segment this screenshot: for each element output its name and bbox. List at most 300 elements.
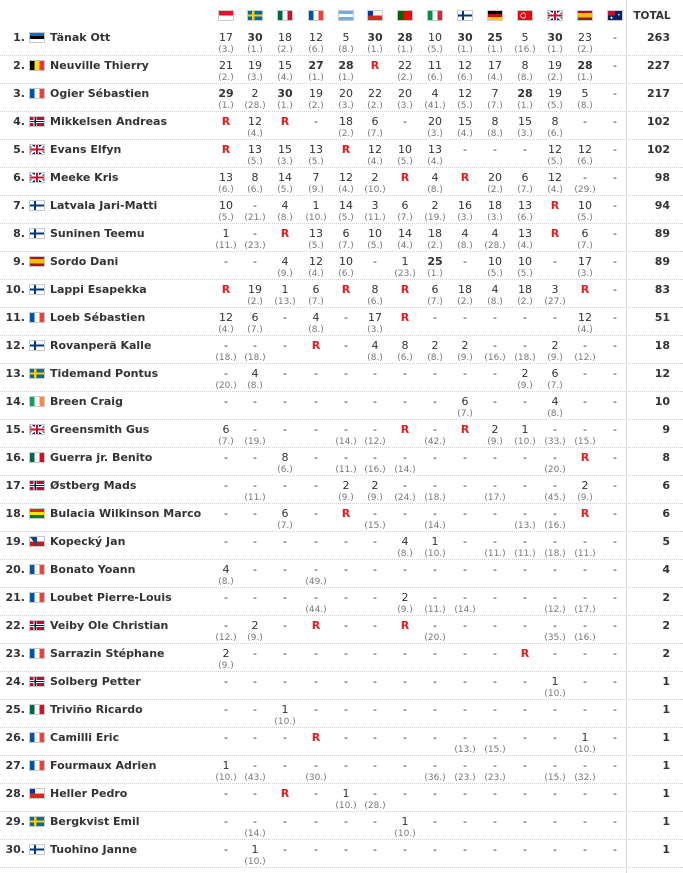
result-cell bbox=[302, 588, 330, 616]
driver-name[interactable]: Solberg Petter bbox=[50, 675, 141, 688]
event-placing: (4.) bbox=[218, 325, 234, 335]
event-points: - bbox=[433, 703, 437, 716]
event-points: 10 bbox=[368, 227, 382, 240]
result-cell bbox=[271, 336, 299, 364]
event-points: - bbox=[523, 143, 527, 156]
event-placing bbox=[481, 689, 509, 700]
driver-flag-fra-icon bbox=[29, 732, 45, 743]
driver-flag-swe-icon bbox=[29, 816, 45, 827]
event-points: - bbox=[373, 255, 377, 268]
event-placing bbox=[571, 381, 599, 392]
result-cell bbox=[361, 644, 389, 672]
retired-mark: R bbox=[580, 451, 590, 464]
position: 26. bbox=[5, 731, 25, 744]
event-placing bbox=[332, 829, 360, 840]
event-points: 4 bbox=[312, 311, 320, 324]
event-placing: (3.) bbox=[397, 101, 413, 111]
event-points: 19 bbox=[309, 87, 323, 100]
result-cell bbox=[271, 644, 299, 672]
event-placing: (2.) bbox=[367, 101, 383, 111]
event-placing: (15.) bbox=[574, 437, 596, 447]
driver-name[interactable]: Triviño Ricardo bbox=[50, 703, 143, 716]
event-points: 13 bbox=[309, 227, 323, 240]
event-placing: (6.) bbox=[218, 185, 234, 195]
result-cell bbox=[302, 700, 330, 728]
event-placing: (1.) bbox=[247, 45, 263, 55]
result-cell bbox=[332, 28, 360, 56]
result-cell bbox=[421, 728, 449, 756]
event-points: - bbox=[373, 843, 377, 856]
result-cell bbox=[361, 112, 389, 140]
event-points: - bbox=[463, 563, 467, 576]
event-placing bbox=[361, 689, 389, 700]
event-points: - bbox=[403, 731, 407, 744]
result-cell bbox=[571, 308, 599, 336]
event-placing: (4.) bbox=[577, 325, 593, 335]
result-cell bbox=[361, 672, 389, 700]
table-row bbox=[0, 56, 683, 84]
event-points: - bbox=[344, 451, 348, 464]
result-cell bbox=[271, 672, 299, 700]
event-points: 2 bbox=[431, 339, 439, 352]
result-cell bbox=[571, 756, 599, 784]
event-points: - bbox=[224, 815, 228, 828]
event-placing bbox=[361, 605, 389, 616]
event-points: - bbox=[433, 759, 437, 772]
driver-name[interactable]: Camilli Eric bbox=[50, 731, 120, 744]
event-placing bbox=[421, 689, 449, 700]
driver-name[interactable]: Fourmaux Adrien bbox=[50, 759, 157, 772]
event-points: - bbox=[553, 479, 557, 492]
event-points: - bbox=[613, 423, 617, 436]
event-placing: (16.) bbox=[544, 521, 566, 531]
retired-mark: R bbox=[370, 59, 380, 72]
event-placing: (19.) bbox=[424, 213, 446, 223]
result-cell bbox=[302, 784, 330, 812]
driver-name[interactable]: Neuville Thierry bbox=[50, 59, 149, 72]
result-cell bbox=[541, 728, 569, 756]
result-cell bbox=[601, 644, 629, 672]
event-placing bbox=[332, 745, 360, 756]
event-placing: (29.) bbox=[574, 185, 596, 195]
result-cell bbox=[361, 476, 389, 504]
event-placing: (3.) bbox=[218, 45, 234, 55]
event-points: - bbox=[553, 535, 557, 548]
event-points: - bbox=[403, 675, 407, 688]
event-flag-swe-icon bbox=[247, 10, 263, 21]
result-cell bbox=[571, 532, 599, 560]
result-cell bbox=[241, 140, 269, 168]
result-cell bbox=[391, 756, 419, 784]
result-cell bbox=[571, 476, 599, 504]
result-cell bbox=[451, 392, 479, 420]
event-placing: (6.) bbox=[397, 353, 413, 363]
event-flag-monaco-icon bbox=[218, 10, 234, 21]
event-points: - bbox=[373, 563, 377, 576]
event-placing bbox=[302, 633, 330, 644]
event-points: 13 bbox=[309, 143, 323, 156]
driver-name[interactable]: Ogier Sébastien bbox=[50, 87, 150, 100]
event-placing: (5.) bbox=[487, 269, 503, 279]
result-cell bbox=[271, 476, 299, 504]
result-cell bbox=[541, 140, 569, 168]
result-cell bbox=[241, 756, 269, 784]
event-placing bbox=[571, 465, 599, 476]
event-points: 29 bbox=[218, 87, 234, 100]
event-points: - bbox=[613, 843, 617, 856]
driver-name[interactable]: Suninen Teemu bbox=[50, 227, 145, 240]
result-cell bbox=[451, 56, 479, 84]
driver-name[interactable]: Breen Craig bbox=[50, 395, 123, 408]
result-cell bbox=[601, 616, 629, 644]
driver-flag-fin-icon bbox=[29, 284, 45, 295]
driver-name[interactable]: Heller Pedro bbox=[50, 787, 128, 800]
event-placing bbox=[271, 773, 299, 784]
event-placing: (8.) bbox=[577, 101, 593, 111]
result-cell bbox=[571, 336, 599, 364]
driver-name[interactable]: Lappi Esapekka bbox=[50, 283, 147, 296]
event-points: 21 bbox=[219, 59, 233, 72]
event-points: - bbox=[224, 619, 228, 632]
event-placing: (5.) bbox=[338, 213, 354, 223]
driver-name[interactable]: Bulacia Wilkinson Marco bbox=[50, 507, 202, 520]
event-points: 2 bbox=[581, 479, 589, 492]
driver-name[interactable]: Loubet Pierre-Louis bbox=[50, 591, 172, 604]
driver-name[interactable]: Meeke Kris bbox=[50, 171, 119, 184]
event-placing: (5.) bbox=[457, 101, 473, 111]
table-row bbox=[0, 672, 683, 700]
event-placing bbox=[601, 409, 629, 420]
event-placing bbox=[241, 269, 269, 280]
result-cell bbox=[241, 784, 269, 812]
event-placing bbox=[212, 157, 240, 168]
event-placing: (10.) bbox=[274, 717, 296, 727]
event-placing bbox=[302, 745, 330, 756]
result-cell bbox=[212, 336, 240, 364]
result-cell bbox=[481, 420, 509, 448]
event-placing: (2.) bbox=[247, 297, 263, 307]
driver-name[interactable]: Sarrazin Stéphane bbox=[50, 647, 165, 660]
table-header bbox=[0, 0, 683, 28]
table-row bbox=[0, 280, 683, 308]
event-placing: (8.) bbox=[457, 241, 473, 251]
result-cell bbox=[451, 532, 479, 560]
result-cell bbox=[511, 308, 539, 336]
event-placing: (2.) bbox=[547, 73, 563, 83]
event-placing: (5.) bbox=[547, 101, 563, 111]
driver-name[interactable]: Sordo Dani bbox=[50, 255, 119, 268]
event-points: 1 bbox=[312, 199, 320, 212]
event-points: 18 bbox=[488, 199, 502, 212]
event-points: - bbox=[253, 199, 257, 212]
event-points: - bbox=[433, 507, 437, 520]
result-cell bbox=[302, 672, 330, 700]
event-placing: (49.) bbox=[305, 577, 327, 587]
driver-name[interactable]: Greensmith Gus bbox=[50, 423, 150, 436]
result-cell bbox=[481, 392, 509, 420]
event-placing: (1.) bbox=[277, 101, 293, 111]
driver-name[interactable]: Tidemand Pontus bbox=[50, 367, 159, 380]
result-cell bbox=[212, 840, 240, 868]
event-points: - bbox=[493, 451, 497, 464]
result-cell bbox=[511, 112, 539, 140]
result-cell bbox=[361, 196, 389, 224]
result-cell bbox=[451, 644, 479, 672]
event-points: 12 bbox=[248, 115, 262, 128]
driver-name[interactable]: Evans Elfyn bbox=[50, 143, 122, 156]
event-points: - bbox=[613, 171, 617, 184]
event-placing bbox=[481, 325, 509, 336]
driver-flag-nor-icon bbox=[29, 676, 45, 687]
event-points: 19 bbox=[548, 87, 562, 100]
event-points: - bbox=[433, 311, 437, 324]
event-placing: (10.) bbox=[244, 857, 266, 867]
retired-mark: R bbox=[550, 227, 560, 240]
position: 29. bbox=[5, 815, 25, 828]
result-cell bbox=[481, 644, 509, 672]
event-placing: (2.) bbox=[397, 73, 413, 83]
table-row bbox=[0, 336, 683, 364]
event-points: - bbox=[344, 843, 348, 856]
event-points: 10 bbox=[488, 255, 502, 268]
event-placing: (10.) bbox=[424, 549, 446, 559]
result-cell bbox=[241, 616, 269, 644]
event-placing bbox=[511, 745, 539, 756]
event-placing: (5.) bbox=[308, 157, 324, 167]
event-placing bbox=[332, 633, 360, 644]
result-cell bbox=[511, 728, 539, 756]
driver-name[interactable]: Latvala Jari-Matti bbox=[50, 199, 158, 212]
event-points: 22 bbox=[398, 59, 412, 72]
event-points: - bbox=[283, 311, 287, 324]
event-points: - bbox=[314, 451, 318, 464]
event-points: - bbox=[344, 815, 348, 828]
event-placing: (4.) bbox=[338, 185, 354, 195]
driver-name[interactable]: Tänak Ott bbox=[50, 31, 111, 44]
result-cell bbox=[271, 140, 299, 168]
event-placing bbox=[271, 745, 299, 756]
driver-name[interactable]: Guerra jr. Benito bbox=[50, 451, 153, 464]
driver-name[interactable]: Rovanperä Kalle bbox=[50, 339, 152, 352]
result-cell bbox=[451, 784, 479, 812]
event-placing bbox=[481, 829, 509, 840]
event-points: 12 bbox=[458, 87, 472, 100]
driver-name[interactable]: Østberg Mads bbox=[50, 479, 137, 492]
event-placing bbox=[511, 829, 539, 840]
driver-name[interactable]: Loeb Sébastien bbox=[50, 311, 146, 324]
event-placing: (7.) bbox=[367, 129, 383, 139]
event-placing bbox=[601, 297, 629, 308]
event-points: - bbox=[314, 507, 318, 520]
event-placing bbox=[511, 157, 539, 168]
event-points: - bbox=[523, 479, 527, 492]
event-points: - bbox=[523, 675, 527, 688]
result-cell bbox=[601, 140, 629, 168]
total-points: 217 bbox=[647, 87, 670, 100]
event-points: - bbox=[224, 731, 228, 744]
result-cell bbox=[571, 448, 599, 476]
event-placing bbox=[212, 857, 240, 868]
result-cell bbox=[212, 84, 240, 112]
result-cell bbox=[332, 196, 360, 224]
total-points: 2 bbox=[662, 591, 670, 604]
event-placing bbox=[302, 549, 330, 560]
result-cell bbox=[541, 168, 569, 196]
event-points: - bbox=[613, 395, 617, 408]
result-cell bbox=[332, 252, 360, 280]
result-cell bbox=[571, 252, 599, 280]
event-placing: (5.) bbox=[397, 157, 413, 167]
result-cell bbox=[451, 700, 479, 728]
event-placing bbox=[332, 689, 360, 700]
event-points: 14 bbox=[278, 171, 292, 184]
event-placing bbox=[451, 857, 479, 868]
event-points: 15 bbox=[458, 115, 472, 128]
position: 7. bbox=[13, 199, 25, 212]
event-placing bbox=[302, 437, 330, 448]
driver-name[interactable]: Veiby Ole Christian bbox=[50, 619, 169, 632]
event-points: - bbox=[613, 87, 617, 100]
event-points: - bbox=[553, 591, 557, 604]
event-placing bbox=[601, 157, 629, 168]
driver-name[interactable]: Tuohino Janne bbox=[50, 843, 138, 856]
result-cell bbox=[361, 560, 389, 588]
event-points: - bbox=[433, 619, 437, 632]
event-placing: (11.) bbox=[424, 605, 446, 615]
result-cell bbox=[241, 84, 269, 112]
event-points: 10 bbox=[578, 199, 592, 212]
event-placing: (8.) bbox=[487, 129, 503, 139]
event-points: - bbox=[253, 563, 257, 576]
event-points: - bbox=[583, 843, 587, 856]
driver-name[interactable]: Mikkelsen Andreas bbox=[50, 115, 168, 128]
result-cell bbox=[571, 840, 599, 868]
event-points: 20 bbox=[488, 171, 502, 184]
retired-mark: R bbox=[341, 283, 351, 296]
driver-name[interactable]: Bonato Yoann bbox=[50, 563, 136, 576]
event-points: - bbox=[373, 451, 377, 464]
event-points: - bbox=[433, 815, 437, 828]
event-points: - bbox=[523, 311, 527, 324]
result-cell bbox=[481, 168, 509, 196]
retired-mark: R bbox=[280, 115, 290, 128]
event-placing bbox=[481, 605, 509, 616]
retired-mark: R bbox=[550, 199, 560, 212]
event-points: 27 bbox=[308, 59, 324, 72]
event-points: - bbox=[283, 563, 287, 576]
result-cell bbox=[451, 588, 479, 616]
position: 23. bbox=[5, 647, 25, 660]
event-points: - bbox=[553, 815, 557, 828]
result-cell bbox=[511, 252, 539, 280]
total-points: 1 bbox=[662, 787, 670, 800]
event-placing: (28.) bbox=[364, 801, 386, 811]
event-placing: (6.) bbox=[547, 129, 563, 139]
event-points: - bbox=[463, 731, 467, 744]
event-points: - bbox=[583, 563, 587, 576]
result-cell bbox=[541, 840, 569, 868]
event-placing bbox=[302, 129, 330, 140]
event-placing bbox=[511, 773, 539, 784]
result-cell bbox=[421, 560, 449, 588]
event-placing: (18.) bbox=[424, 493, 446, 503]
event-placing bbox=[271, 661, 299, 672]
event-points: - bbox=[463, 591, 467, 604]
result-cell bbox=[361, 812, 389, 840]
event-placing: (3.) bbox=[487, 213, 503, 223]
event-placing bbox=[391, 689, 419, 700]
driver-flag-nor-icon bbox=[29, 480, 45, 491]
event-points: - bbox=[523, 563, 527, 576]
event-points: - bbox=[314, 647, 318, 660]
result-cell bbox=[571, 364, 599, 392]
event-placing: (23.) bbox=[244, 241, 266, 251]
event-placing bbox=[212, 605, 240, 616]
event-placing bbox=[361, 409, 389, 420]
event-placing bbox=[601, 549, 629, 560]
result-cell bbox=[241, 476, 269, 504]
position: 16. bbox=[5, 451, 25, 464]
event-points: - bbox=[613, 815, 617, 828]
result-cell bbox=[361, 56, 389, 84]
result-cell bbox=[421, 476, 449, 504]
result-cell bbox=[302, 616, 330, 644]
event-placing: (8.) bbox=[427, 185, 443, 195]
result-cell bbox=[241, 560, 269, 588]
result-cell bbox=[391, 280, 419, 308]
event-points: - bbox=[523, 395, 527, 408]
result-cell bbox=[241, 28, 269, 56]
result-cell bbox=[271, 252, 299, 280]
event-placing: (10.) bbox=[394, 829, 416, 839]
event-placing bbox=[302, 829, 330, 840]
event-points: 2 bbox=[431, 199, 439, 212]
table-row bbox=[0, 28, 683, 56]
event-flag-fin-icon bbox=[457, 10, 473, 21]
event-points: 4 bbox=[431, 171, 439, 184]
result-cell bbox=[391, 140, 419, 168]
result-cell bbox=[332, 840, 360, 868]
table-row bbox=[0, 700, 683, 728]
event-points: 6 bbox=[281, 507, 289, 520]
event-placing: (3.) bbox=[338, 101, 354, 111]
driver-name[interactable]: Bergkvist Emil bbox=[50, 815, 140, 828]
result-cell bbox=[212, 532, 240, 560]
result-cell bbox=[481, 560, 509, 588]
result-cell bbox=[601, 392, 629, 420]
event-points: - bbox=[613, 255, 617, 268]
result-cell bbox=[601, 252, 629, 280]
event-placing: (11.) bbox=[514, 549, 536, 559]
total-points: 1 bbox=[662, 731, 670, 744]
result-cell bbox=[511, 28, 539, 56]
result-cell bbox=[391, 840, 419, 868]
event-points: - bbox=[283, 591, 287, 604]
event-points: - bbox=[463, 647, 467, 660]
event-points: - bbox=[463, 507, 467, 520]
event-points: - bbox=[433, 479, 437, 492]
position: 20. bbox=[5, 563, 25, 576]
result-cell bbox=[571, 644, 599, 672]
event-placing: (6.) bbox=[577, 157, 593, 167]
event-points: - bbox=[314, 815, 318, 828]
event-points: 1 bbox=[581, 731, 589, 744]
driver-name[interactable]: Kopecký Jan bbox=[50, 535, 126, 548]
event-placing bbox=[571, 857, 599, 868]
result-cell bbox=[391, 504, 419, 532]
result-cell bbox=[601, 420, 629, 448]
event-points: - bbox=[493, 675, 497, 688]
